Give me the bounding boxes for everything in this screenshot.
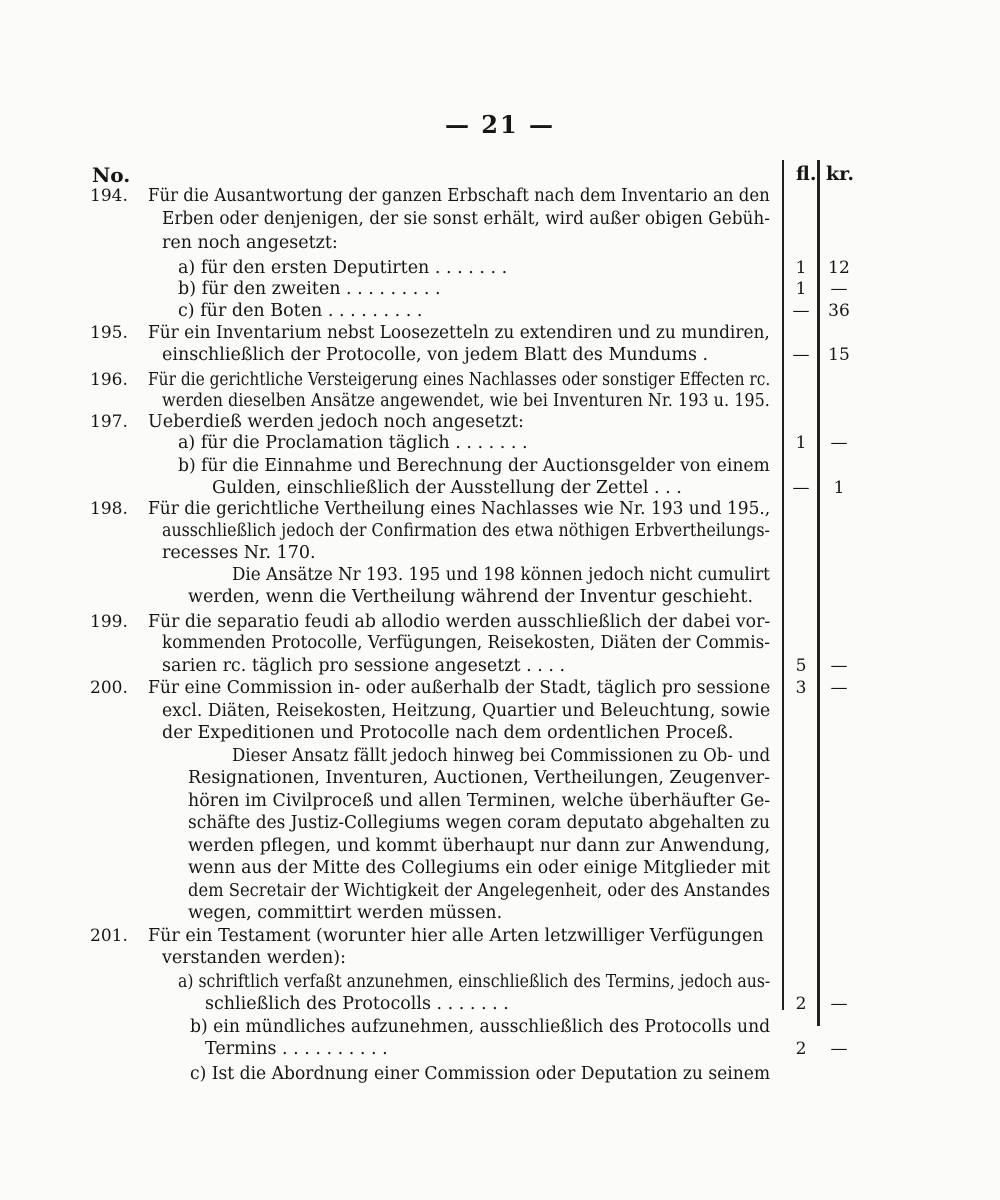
text-line: [0, 369, 1000, 391]
gulden-amount: —: [792, 345, 810, 365]
line-text: Ueberdieß werden jedoch noch angesetzt:: [148, 412, 524, 432]
kreuzer-amount: —: [830, 678, 848, 698]
gulden-amount: 1: [795, 258, 807, 278]
kreuzer-amount: —: [830, 994, 848, 1014]
text-line: [0, 857, 1000, 879]
text-line: [0, 812, 1000, 834]
line-text: wegen, committirt werden müssen.: [188, 903, 503, 923]
line-text: a) schriftlich verfaßt anzunehmen, einschließlich des Termins, jedoch aus-: [178, 972, 771, 992]
text-line: [0, 993, 1000, 1015]
gulden-amount: —: [792, 478, 810, 498]
entry-number: 201.: [90, 926, 128, 946]
column-header-fl: fl.: [796, 163, 817, 185]
text-line: [0, 278, 1000, 300]
line-text: b) für die Einnahme und Berechnung der Auctionsgelder von einem: [178, 456, 770, 476]
column-header-no: No.: [92, 163, 131, 187]
entry-number: 200.: [90, 678, 128, 698]
entry-number: 199.: [90, 612, 128, 632]
text-line: [0, 880, 1000, 902]
text-line: [0, 790, 1000, 812]
text-line: [0, 1038, 1000, 1060]
text-line: [0, 411, 1000, 433]
text-line: [0, 390, 1000, 412]
text-line: [0, 611, 1000, 633]
gulden-amount: 5: [795, 656, 807, 676]
kreuzer-amount: 15: [828, 345, 850, 365]
line-text: Gulden, einschließlich der Ausstellung der Zettel . . .: [212, 478, 682, 498]
kreuzer-amount: —: [830, 279, 848, 299]
kreuzer-amount: 12: [828, 258, 850, 278]
gulden-amount: 3: [795, 678, 807, 698]
line-text: b) ein mündliches aufzunehmen, ausschließlich des Protocolls und: [190, 1017, 771, 1037]
text-line: [0, 498, 1000, 520]
kreuzer-amount: —: [830, 433, 848, 453]
text-line: [0, 632, 1000, 654]
line-text: schließlich des Protocolls . . . . . . .: [205, 994, 509, 1014]
text-line: [0, 432, 1000, 454]
text-line: [0, 208, 1000, 230]
text-line: [0, 586, 1000, 608]
line-text: Dieser Ansatz fällt jedoch hinweg bei Commissionen zu Ob- und: [232, 746, 771, 766]
entry-number: 197.: [90, 412, 128, 432]
text-line: [0, 902, 1000, 924]
line-text: hören im Civilproceß und allen Terminen, welche überhäufter Ge-: [188, 791, 771, 811]
line-text: Für die separatio feudi ab allodio werden ausschließlich der dabei vor-: [148, 612, 771, 632]
text-line: [0, 745, 1000, 767]
kreuzer-amount: —: [830, 1039, 848, 1059]
text-line: [0, 564, 1000, 586]
line-text: verstanden werden):: [162, 948, 346, 968]
entry-number: 195.: [90, 323, 128, 343]
page-number: — 21 —: [444, 110, 556, 139]
gulden-amount: 2: [795, 994, 807, 1014]
text-line: [0, 257, 1000, 279]
line-text: schäfte des Justiz-Collegiums wegen coram deputato abgehalten zu: [188, 813, 770, 833]
line-text: Die Ansätze Nr 193. 195 und 198 können jedoch nicht cumulirt: [232, 565, 770, 585]
kreuzer-amount: 36: [828, 301, 850, 321]
gulden-amount: 1: [795, 433, 807, 453]
line-text: recesses Nr. 170.: [162, 543, 316, 563]
line-text: werden, wenn die Vertheilung während der Inventur geschieht.: [188, 587, 754, 607]
line-text: dem Secretair der Wichtigkeit der Angelegenheit, oder des Anstandes: [188, 881, 771, 901]
line-text: werden dieselben Ansätze angewendet, wie bei Inventuren Nr. 193 u. 195.: [162, 391, 770, 411]
text-line: [0, 1016, 1000, 1038]
text-line: [0, 344, 1000, 366]
gulden-amount: 2: [795, 1039, 807, 1059]
line-text: wenn aus der Mitte des Collegiums ein oder einige Mitglieder mit: [188, 858, 771, 878]
line-text: ausschließlich jedoch der Confirmation des etwa nöthigen Erbvertheilungs-: [162, 521, 770, 541]
line-text: Resignationen, Inventuren, Auctionen, Vertheilungen, Zeugenver-: [188, 768, 770, 788]
text-line: [0, 655, 1000, 677]
line-text: einschließlich der Protocolle, von jedem Blatt des Mundums .: [162, 345, 709, 365]
text-line: [0, 767, 1000, 789]
text-line: [0, 300, 1000, 322]
kreuzer-amount: 1: [833, 478, 845, 498]
kreuzer-amount: —: [830, 656, 848, 676]
text-line: [0, 1063, 1000, 1085]
line-text: sarien rc. täglich pro sessione angesetzt . . . .: [162, 656, 566, 676]
line-text: ren noch angesetzt:: [162, 233, 338, 253]
text-line: [0, 185, 1000, 207]
entry-number: 198.: [90, 499, 128, 519]
text-line: [0, 947, 1000, 969]
gulden-amount: —: [792, 301, 810, 321]
text-line: [0, 677, 1000, 699]
text-line: [0, 722, 1000, 744]
column-header-kr: kr.: [826, 163, 855, 185]
line-text: Für ein Testament (worunter hier alle Arten letzwilliger Verfügungen: [148, 926, 764, 946]
line-text: Für die gerichtliche Versteigerung eines Nachlasses oder sonstiger Effecten rc.: [148, 370, 771, 390]
text-line: [0, 971, 1000, 993]
line-text: werden pflegen, und kommt überhaupt nur dann zur Anwendung,: [188, 836, 771, 856]
text-line: [0, 925, 1000, 947]
text-line: [0, 322, 1000, 344]
line-text: c) Ist die Abordnung einer Commission oder Deputation zu seinem: [190, 1064, 771, 1084]
entry-number: 194.: [90, 186, 128, 206]
line-text: c) für den Boten . . . . . . . . .: [178, 301, 423, 321]
line-text: Für die Ausantwortung der ganzen Erbschaft nach dem Inventario an den: [148, 186, 770, 206]
text-line: [0, 455, 1000, 477]
entry-number: 196.: [90, 370, 128, 390]
text-line: [0, 477, 1000, 499]
line-text: Für die gerichtliche Vertheilung eines Nachlasses wie Nr. 193 und 195.,: [148, 499, 771, 519]
line-text: b) für den zweiten . . . . . . . . .: [178, 279, 441, 299]
line-text: excl. Diäten, Reisekosten, Heitzung, Quartier und Beleuchtung, sowie: [162, 701, 771, 721]
text-line: [0, 520, 1000, 542]
line-text: a) für den ersten Deputirten . . . . . . .: [178, 258, 508, 278]
line-text: der Expeditionen und Protocolle nach dem ordentlichen Proceß.: [162, 723, 734, 743]
line-text: kommenden Protocolle, Verfügungen, Reisekosten, Diäten der Commis-: [162, 633, 770, 653]
line-text: Für ein Inventarium nebst Loosezetteln zu extendiren und zu mundiren,: [148, 323, 770, 343]
text-line: [0, 835, 1000, 857]
text-line: [0, 232, 1000, 254]
gulden-amount: 1: [795, 279, 807, 299]
line-text: a) für die Proclamation täglich . . . . . . .: [178, 433, 528, 453]
line-text: Für eine Commission in- oder außerhalb der Stadt, täglich pro sessione: [148, 678, 771, 698]
line-text: Erben oder denjenigen, der sie sonst erhält, wird außer obigen Gebüh-: [162, 209, 770, 229]
text-line: [0, 700, 1000, 722]
text-line: [0, 542, 1000, 564]
line-text: Termins . . . . . . . . . .: [205, 1039, 388, 1059]
